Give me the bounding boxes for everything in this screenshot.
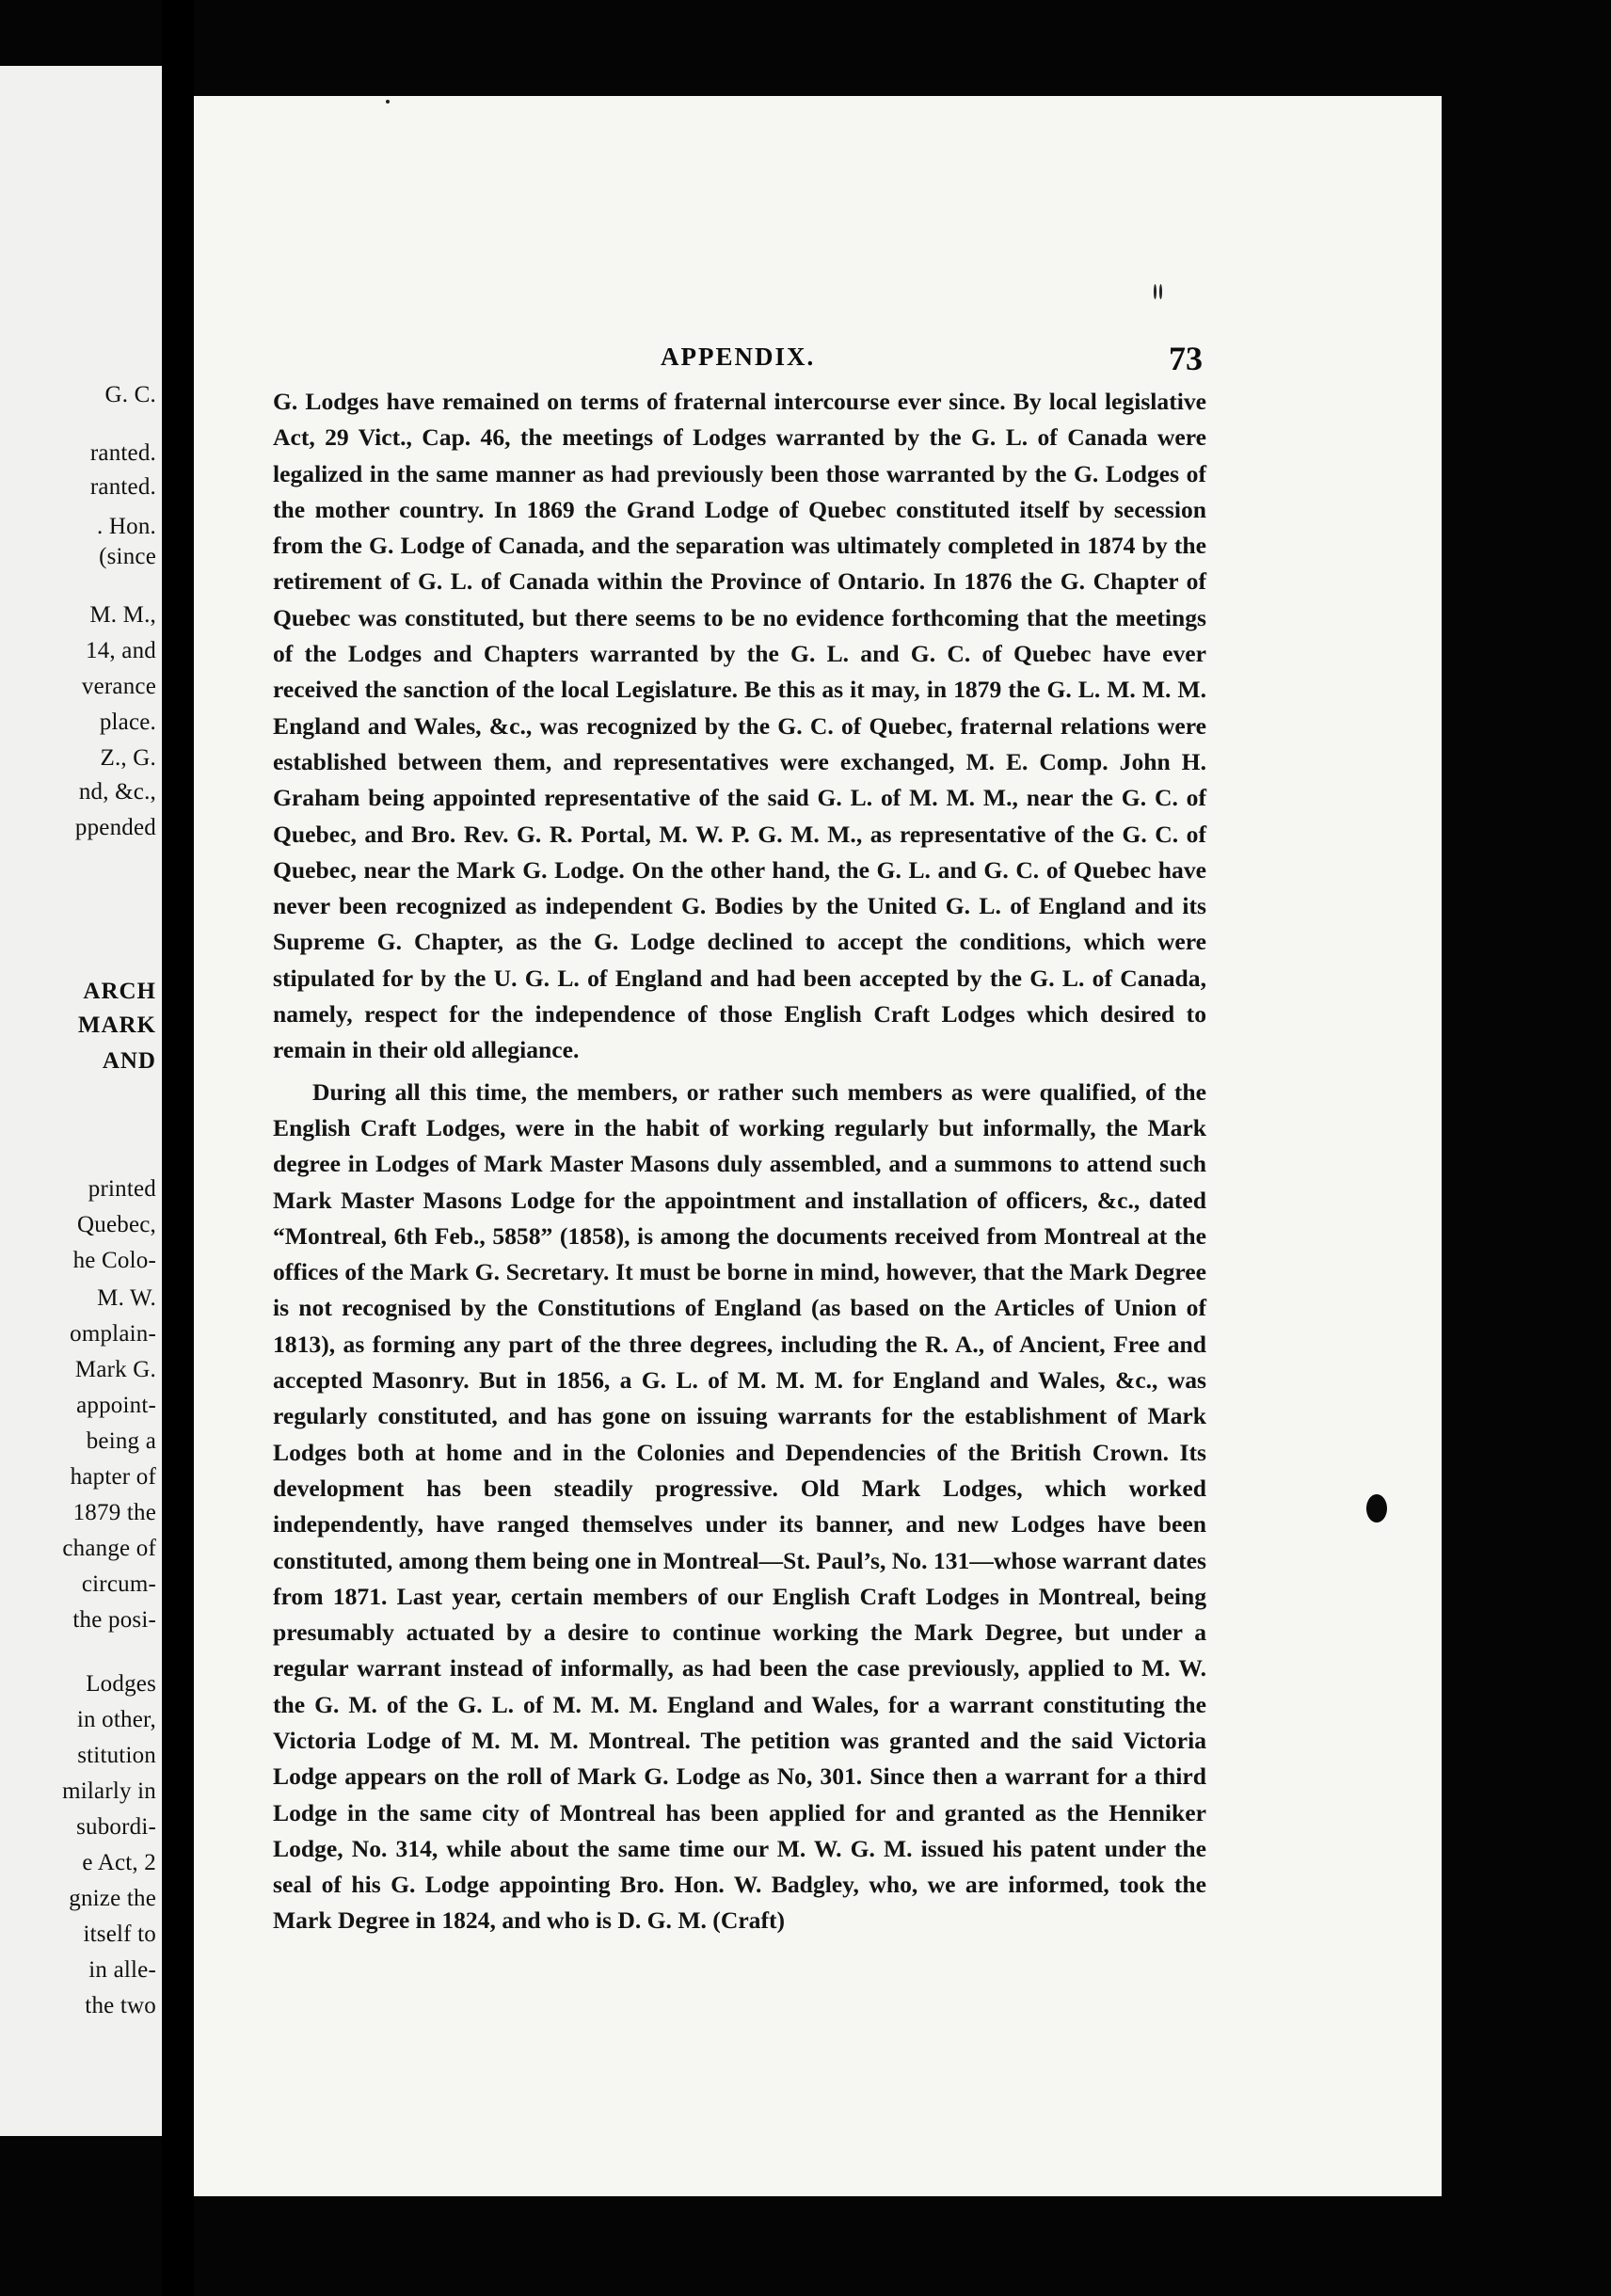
running-head: APPENDIX. [661, 343, 816, 371]
left-fragment-line: hapter of [70, 1464, 156, 1490]
left-fragment-line: Quebec, [77, 1212, 156, 1237]
book-spine-gap [162, 0, 194, 2296]
left-fragment-line: . Hon. [96, 514, 156, 539]
left-fragment-line: itself to [83, 1921, 156, 1947]
paragraph: During all this time, the members, or rather such members as were qualified, of the English Craft Lodges, were in the habit of working regularly but informally, the Mark degree in Lodges of Mark Master Masons duly assembled, and a summons to attend such Mark Master Masons Lodge for the appointment and installation of officers, &c., dated “Montreal, 6th Feb., 5858” (1858), is among the documents received from Montreal at the offices of the Mark G. Secretary. It must be borne in mind, however, that the Mark Degree is not recognised by the Constitutions of England (as based on the Articles of Union of 1813), as forming any part of the three degrees, including the R. A., of Ancient, Free and accepted Masonry. But in 1856, a G. L. of M. M. M. for England and Wales, &c., was regularly constituted, and has gone on issuing warrants for the establishment of Mark Lodges both at home and in the Colonies and Dependencies of the British Crown. Its development has been steadily progressive. Old Mark Lodges, which worked independently, have ranged themselves under its banner, and new Lodges have been constituted, among them being one in Montreal—St. Paul’s, No. 131—whose warrant dates from 1871. Last year, certain members of our English Craft Lodges in Montreal, being presumably actuated by a desire to continue working the Mark Degree, but under a regular warrant instead of informally, as had been the case previously, applied to M. W. the G. M. of the G. L. of M. M. M. England and Wales, for a warrant constituting the Victoria Lodge of M. M. M. Montreal. The petition was granted and the said Victoria Lodge appears on the roll of Mark G. Lodge as No, 301. Since then a warrant for a third Lodge in the same city of Montreal has been applied for and granted as the Henniker Lodge, No. 314, while about the same time our M. W. G. M. issued his patent under the seal of his G. Lodge appointing Bro. Hon. W. Badgley, who, we are informed, took the Mark Degree in 1824, and who is D. G. M. (Craft) [273, 1077, 1206, 1935]
left-fragment-line: printed [88, 1176, 156, 1202]
left-fragment-line: 1879 the [72, 1500, 156, 1525]
page-number: 73 [1169, 340, 1203, 377]
left-fragment-line: subordi- [76, 1814, 156, 1840]
left-fragment-heading: AND [102, 1048, 156, 1074]
left-fragment-line: nd, &c., [78, 779, 156, 805]
left-fragment-line: Z., G. [100, 745, 156, 771]
left-fragment-line: being a [86, 1428, 156, 1454]
ink-blot-mark [1366, 1494, 1387, 1523]
scan-speck [386, 100, 390, 104]
left-fragment-line: Mark G. [74, 1357, 156, 1382]
left-fragment-line: ranted. [89, 474, 156, 500]
left-fragment-line: in alle- [88, 1957, 156, 1983]
left-fragment-line: change of [62, 1536, 156, 1561]
left-fragment-line: circum- [81, 1571, 156, 1597]
left-fragment-line: M. M., [89, 602, 156, 628]
left-fragment-line: e Act, 2 [82, 1850, 156, 1875]
left-fragment-line: (since [99, 544, 156, 569]
left-fragment-line: omplain- [70, 1321, 156, 1347]
left-fragment-line: Lodges [86, 1671, 156, 1697]
left-fragment-line: ppended [74, 815, 156, 840]
scan-speck [1159, 284, 1162, 299]
left-fragment-line: gnize the [69, 1886, 156, 1911]
left-fragment-heading: ARCH [83, 979, 156, 1004]
left-fragment-line: he Colo- [72, 1248, 156, 1273]
left-fragment-line: verance [81, 674, 156, 699]
scan-speck [1154, 284, 1156, 299]
left-fragment-line: ranted. [89, 440, 156, 466]
left-fragment-line: place. [99, 710, 156, 735]
left-fragment-line: G. C. [104, 382, 156, 407]
left-fragment-heading: MARK [77, 1012, 156, 1038]
left-fragment-line: stitution [77, 1743, 156, 1768]
left-fragment-line: the posi- [72, 1607, 156, 1633]
left-fragment-line: appoint- [76, 1393, 156, 1418]
left-fragment-line: in other, [76, 1707, 156, 1732]
left-fragment-line: M. W. [97, 1285, 156, 1311]
left-fragment-line: the two [85, 1993, 156, 2018]
left-fragment-line: 14, and [86, 638, 156, 663]
left-fragment-line: milarly in [62, 1778, 156, 1804]
left-page-fragment [0, 66, 162, 2136]
body-text [273, 384, 1206, 1939]
paragraph: G. Lodges have remained on terms of fraternal intercourse ever since. By local legislative Act, 29 Vict., Cap. 46, the meetings of Lodges warranted by the G. L. of Canada were legalized in the same manner as had previously been those warranted by the G. Lodges of the mother country. In 1869 the Grand Lodge of Quebec constituted itself by secession from the G. Lodge of Canada, and the separation was ultimately completed in 1874 by the retirement of G. L. of Canada within the Province of Ontario. In 1876 the G. Chapter of Quebec was constituted, but there seems to be no evidence forthcoming that the meetings of the Lodges and Chapters warranted by the G. L. and G. C. of Quebec have ever received the sanction of the local Legislature. Be this as it may, in 1879 the G. L. M. M. M. England and Wales, &c., was recognized by the G. C. of Quebec, fraternal relations were established between them, and representatives were exchanged, M. E. Comp. John H. Graham being appointed representative of the said G. L. of M. M. M., near the G. C. of Quebec, and Bro. Rev. G. R. Portal, M. W. P. G. M. M., as representative of the G. C. of Quebec, near the Mark G. Lodge. On the other hand, the G. L. and G. C. of Quebec have never been recognized as independent G. Bodies by the United G. L. of England and its Supreme G. Chapter, as the G. Lodge declined to accept the conditions, which were stipulated for by the U. G. L. of England and had been accepted by the G. L. of Canada, namely, respect for the independence of those English Craft Lodges which desired to remain in their old allegiance. [273, 388, 1206, 1064]
